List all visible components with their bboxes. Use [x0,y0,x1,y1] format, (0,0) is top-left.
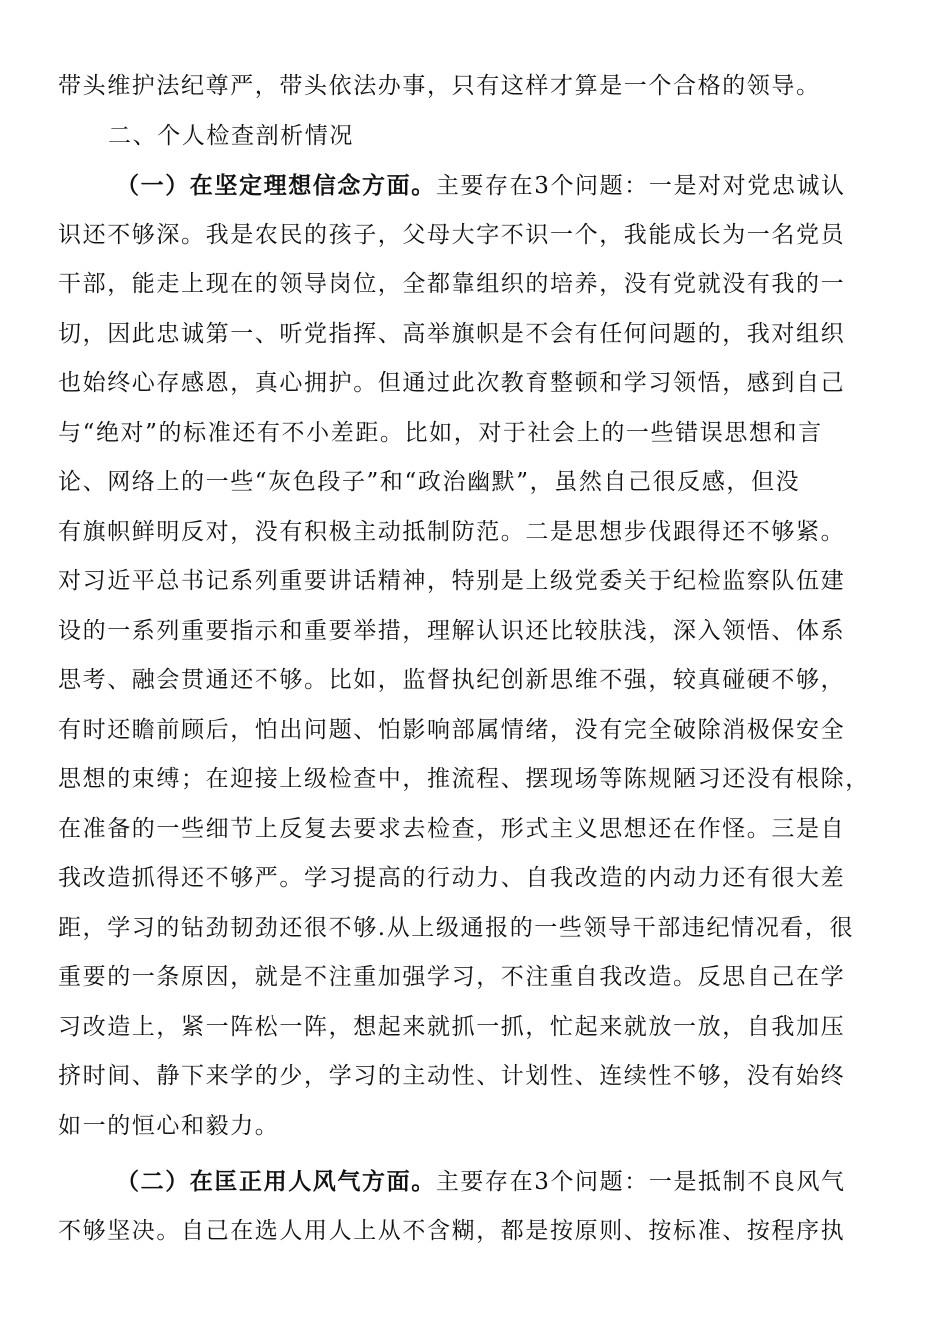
paragraph-line: 识还不够深。我是农民的孩子，父母大字不识一个，我能成长为一名党员 [58,221,846,248]
paragraph-line: 带头维护法纪尊严，带头依法办事，只有这样才算是一个合格的领导。 [58,73,821,99]
paragraph-line: 对习近平总书记系列重要讲话精神，特别是上级党委关于纪检监察队伍建 [58,568,846,594]
paragraph-line: 重要的一条原因，就是不注重加强学习，不注重自我改造。反思自己在学 [58,964,846,990]
paragraph-line: 与“绝对”的标准还有不小差距。比如，对于社会上的一些错误思想和言 [58,419,823,446]
paragraph-line: 在准备的一些细节上反复去要求去检查，形式主义思想还在作怪。三是自 [58,815,846,842]
paragraph-line: 思想的束缚；在迎接上级检查中，推流程、摆现场等陈规陋习还没有根除， [58,766,870,792]
paragraph-line: 习改造上，紧一阵松一阵，想起来就抓一抓，忙起来就放一放，自我加压 [58,1013,846,1040]
paragraph-line: 也始终心存感恩，真心拥护。但通过此次教育整顿和学习领悟，感到自己 [58,370,846,396]
subsection-heading: （二）在匡正用人风气方面。 [116,1168,436,1195]
paragraph-line: 距，学习的钻劲韧劲还很不够.从上级通报的一些领导干部违纪情况看，很 [58,914,855,941]
paragraph-line: 论、网络上的一些“灰色段子”和“政治幽默”，虽然自己很反感，但没 [58,469,801,495]
paragraph-text: 主要存在3个问题：一是对对党忠诚认 [435,173,846,199]
paragraph-line: 不够坚决。自己在选人用人上从不含糊，都是按原则、按标准、按程序执 [58,1217,846,1244]
paragraph-text: 主要存在3个问题：一是抵制不良风气 [435,1169,846,1195]
paragraph-line: 思考、融会贯通还不够。比如，监督执纪创新思维不强，较真碰硬不够， [58,667,846,693]
paragraph-line: 挤时间、静下来学的少，学习的主动性、计划性、连续性不够，没有始终 [58,1063,846,1089]
paragraph-line: 干部，能走上现在的领导岗位，全都靠组织的培养，没有党就没有我的一 [58,271,846,297]
section-heading: 二、个人检查剖析情况 [108,122,354,149]
subsection-heading: （一）在坚定理想信念方面。 [116,172,436,199]
paragraph-line: 如一的恒心和毅力。 [58,1112,280,1139]
paragraph-line: 设的一系列重要指示和重要举措，理解认识还比较肤浅，深入领悟、体系 [58,617,846,644]
paragraph-line: 有时还瞻前顾后，怕出问题、怕影响部属情绪，没有完全破除消极保安全 [58,716,846,743]
paragraph-line [58,161,882,211]
paragraph-line: 有旗帜鲜明反对，没有积极主动抵制防范。二是思想步伐跟得还不够紧。 [58,518,846,545]
paragraph-line: 我改造抓得还不够严。学习提高的行动力、自我改造的内动力还有很大差 [58,865,846,891]
paragraph-line [58,1157,882,1207]
document-body [58,62,882,1256]
paragraph-line: 切，因此忠诚第一、听党指挥、高举旗帜是不会有任何问题的，我对组织 [58,320,846,347]
